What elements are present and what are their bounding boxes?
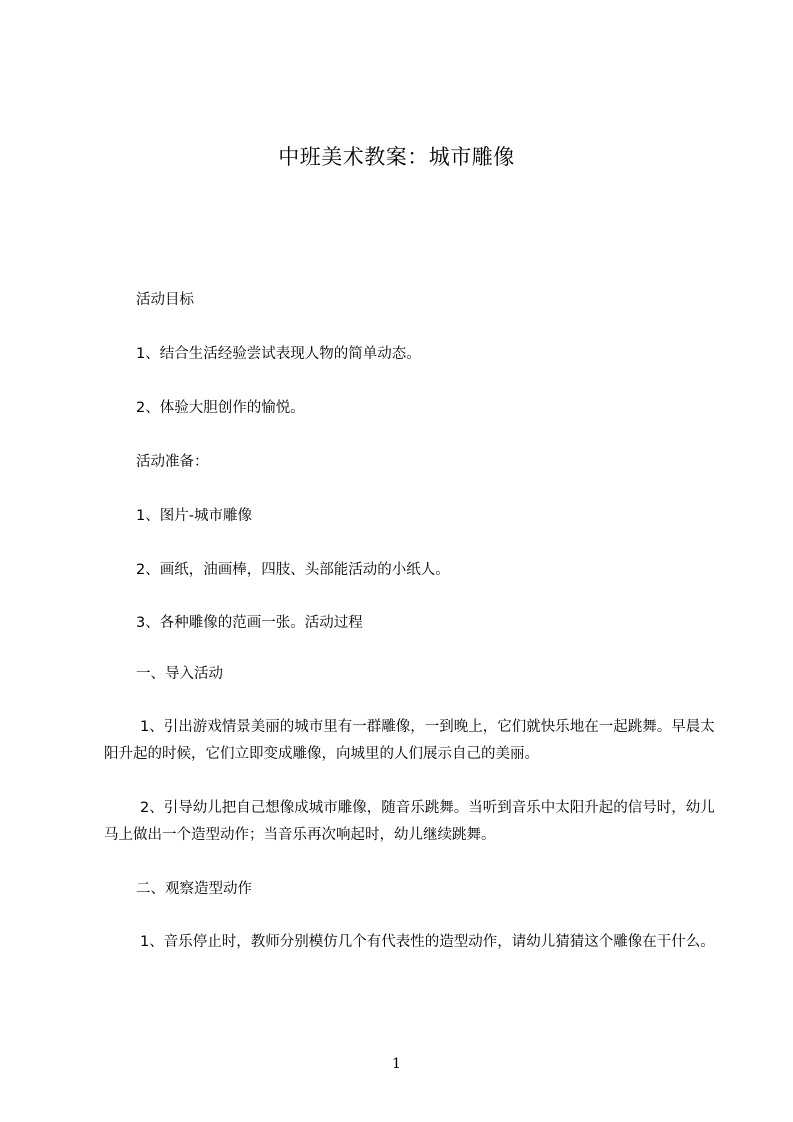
paragraph: 2、体验大胆创作的愉悦。	[136, 400, 305, 416]
section-heading-observe: 二、观察造型动作	[136, 881, 252, 897]
section-heading-intro: 一、导入活动	[136, 666, 223, 682]
paragraph: 1、图片-城市雕像	[136, 508, 252, 524]
section-heading-preparation: 活动准备：	[136, 454, 209, 470]
page-number: 1	[392, 1056, 401, 1072]
paragraph: 1、结合生活经验尝试表现人物的简单动态。	[136, 346, 421, 362]
paragraph: 1、音乐停止时，教师分别模仿几个有代表性的造型动作，请幼儿猜猜这个雕像在干什么。	[140, 934, 715, 950]
paragraph: 1、引出游戏情景美丽的城市里有一群雕像，一到晚上，它们就快乐地在一起跳舞。早晨太阳升起的时候，它们立即变成雕像，向城里的人们展示自己的美丽。	[104, 719, 715, 762]
paragraph: 2、画纸，油画棒，四肢、头部能活动的小纸人。	[136, 562, 450, 578]
document-title: 中班美术教案：城市雕像	[278, 145, 515, 169]
paragraph: 2、引导幼儿把自己想像成城市雕像，随音乐跳舞。当听到音乐中太阳升起的信号时，幼儿马上做出一个造型动作；当音乐再次响起时，幼儿继续跳舞。	[104, 800, 715, 843]
section-heading-goals: 活动目标	[136, 292, 194, 308]
paragraph: 3、各种雕像的范画一张。活动过程	[136, 615, 363, 631]
